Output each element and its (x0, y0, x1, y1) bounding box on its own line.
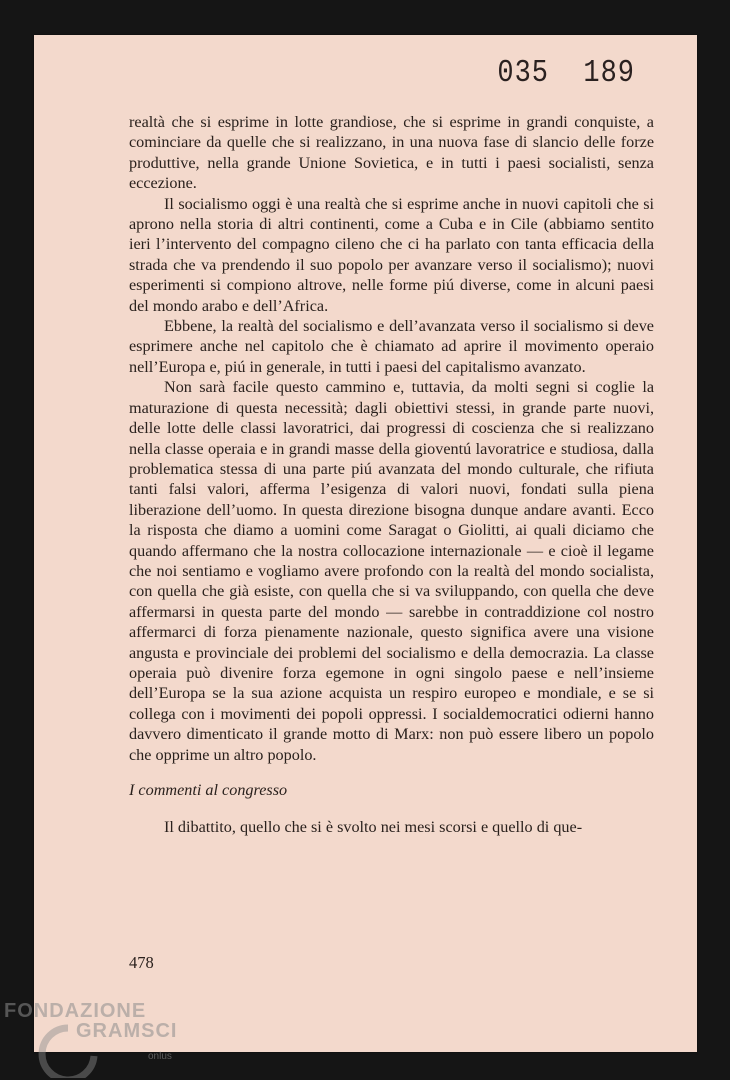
watermark-line-2: GRAMSCI (76, 1020, 178, 1042)
body-text (129, 112, 654, 838)
archive-stamp-number: 035 189 (497, 57, 635, 92)
page-number: 478 (129, 953, 154, 972)
paragraph-4: Non sarà facile questo cammino e, tuttavia, da molti segni si coglie la maturazione di questa necessità; dagli obiettivi stessi, in grande parte nuovi, delle lotte delle classi lavoratrici, dai progressi di coscienza che si realizzano nella classe operaia e in grandi masse della gioventú lavoratrice e studiosa, dalla problematica stessa di una parte piú avanzata del mondo culturale, che rifiuta tanti falsi valori, afferma l’esigenza di valori nuovi, fondati sulla piena liberazione dell’uomo. In questa direzione bisogna dunque andare avanti. Ecco la risposta che diamo a uomini come Saragat o Giolitti, ai quali diciamo che quando affermano che la nostra collocazione internazionale — e cioè il legame che noi sentiamo e vogliamo avere profondo con la realtà del mondo socialista, con quella che già esiste, con quella che si va sviluppando, con quella che deve affermarsi in questa parte del mondo — sarebbe in contraddizione col nostro affermarci di forza pienamente nazionale, questo significa avere una visione angusta e provinciale dei problemi del socialismo e della democrazia. La classe operaia può divenire forza egemone in ogni singolo paese e nell’insieme dell’Europa se la sua azione acquista un respiro europeo e mondiale, e se si collega con i movimenti dei popoli oppressi. I socialdemocratici odierni hanno davvero dimenticato il grande motto di Marx: non può essere libero un popolo che opprime un altro popolo. (129, 378, 654, 764)
paragraph-3: Ebbene, la realtà del socialismo e dell’avanzata verso il socialismo si deve esprimere anche nel capitolo che è chiamato ad aprire il movimento operaio nell’Europa e, piú in generale, in tutti i paesi del capitalismo avanzato. (129, 317, 654, 376)
section-heading: I commenti al congresso (129, 781, 288, 799)
paragraph-2: Il socialismo oggi è una realtà che si esprime anche in nuovi capitoli che si aprono nella storia di altri continenti, come a Cuba e in Cile (abbiamo sentito ieri l’intervento del compagno cileno che ci ha parlato con tanta efficacia della strada che va prendendo il suo popolo per avanzare verso il socialismo); nuovi esperimenti si compiono altrove, nelle forme piú diverse, come in alcuni paesi del mondo arabo e dell’Africa. (129, 194, 654, 315)
paragraph-5: Il dibattito, quello che si è svolto nei mesi scorsi e quello di que- (164, 818, 583, 837)
document-page (34, 35, 697, 1052)
watermark-line-1: FONDAZIONE (4, 1000, 147, 1022)
watermark-subtitle: onlus (148, 1051, 172, 1062)
paragraph-1: realtà che si esprime in lotte grandiose, che si esprime in grandi conquiste, a cominciare da quelle che si realizzano, in una nuova fase di slancio delle forze produttive, nella grande Unione Sovietica, e in tutti i paesi socialisti, senza eccezione. (129, 113, 654, 193)
